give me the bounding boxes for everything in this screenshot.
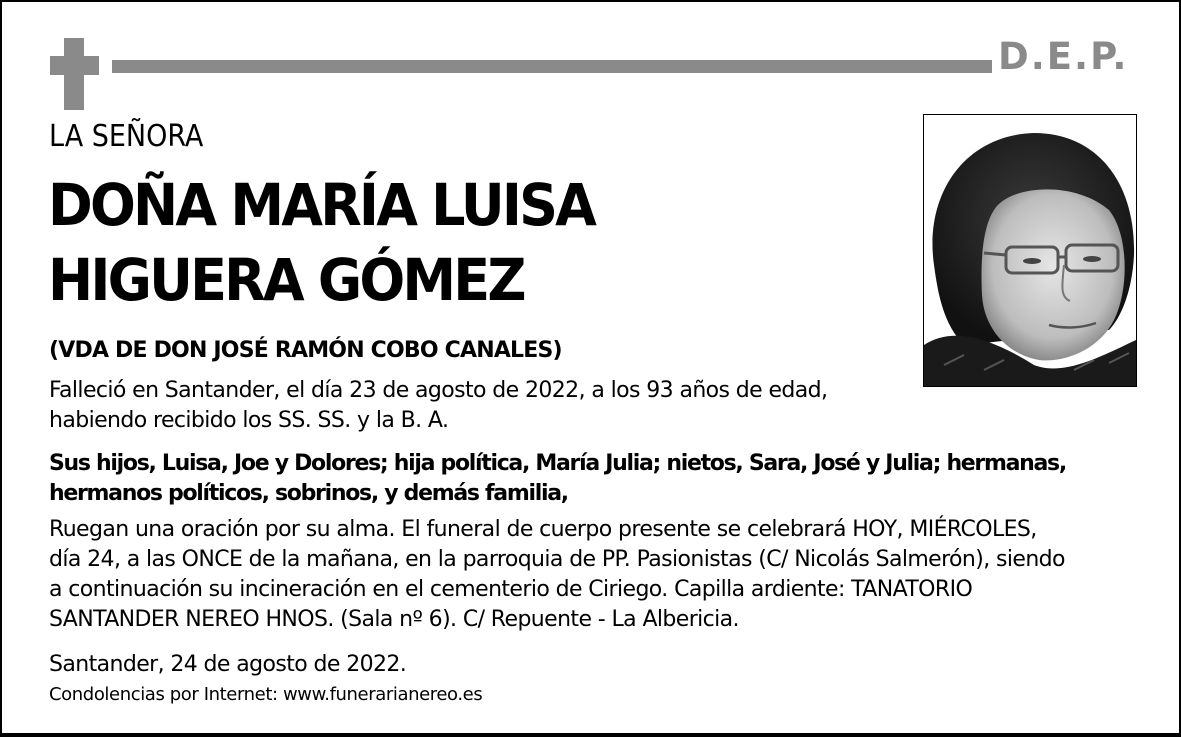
cross-icon-bar — [50, 56, 99, 75]
death-paragraph — [49, 376, 909, 436]
funeral-line: a continuación su incineración en el cementerio de Ciriego. Capilla ardiente: TANATORIO — [49, 577, 973, 602]
deceased-name-line1: DOÑA MARÍA LUISA — [48, 171, 595, 239]
deceased-name-line2: HIGUERA GÓMEZ — [48, 246, 524, 314]
widow-of: (VDA DE DON JOSÉ RAMÓN COBO CANALES) — [49, 338, 562, 363]
portrait-image — [924, 115, 1136, 386]
portrait-photo — [923, 114, 1137, 387]
dep-label: D.E.P. — [998, 35, 1129, 78]
funeral-line: Ruegan una oración por su alma. El funeral de cuerpo presente se celebrará HOY, MIÉRCOLES, — [49, 517, 1037, 542]
condolences-line: Condolencias por Internet: www.funerarianereo.es — [49, 684, 483, 705]
deceased-name — [48, 168, 594, 318]
death-line: Falleció en Santander, el día 23 de agosto de 2022, a los 93 años de edad, — [49, 378, 828, 403]
funeral-line: día 24, a las ONCE de la mañana, en la parroquia de PP. Pasionistas (C/ Nicolás Salmerón), siendo — [49, 547, 1065, 572]
header-rule — [112, 60, 992, 73]
funeral-paragraph — [49, 515, 1149, 635]
title-prefix: LA SEÑORA — [49, 119, 204, 154]
death-line: habiendo recibido los SS. SS. y la B. A. — [49, 408, 449, 433]
funeral-line: SANTANDER NEREO HNOS. (Sala nº 6). C/ Repuente - La Albericia. — [49, 607, 739, 632]
family-line: Sus hijos, Luisa, Joe y Dolores; hija política, María Julia; nietos, Sara, José y Julia; hermanas, — [49, 451, 1066, 476]
family-line: hermanos políticos, sobrinos, y demás familia, — [49, 481, 568, 506]
date-line: Santander, 24 de agosto de 2022. — [49, 652, 407, 677]
family-paragraph — [49, 449, 1139, 509]
